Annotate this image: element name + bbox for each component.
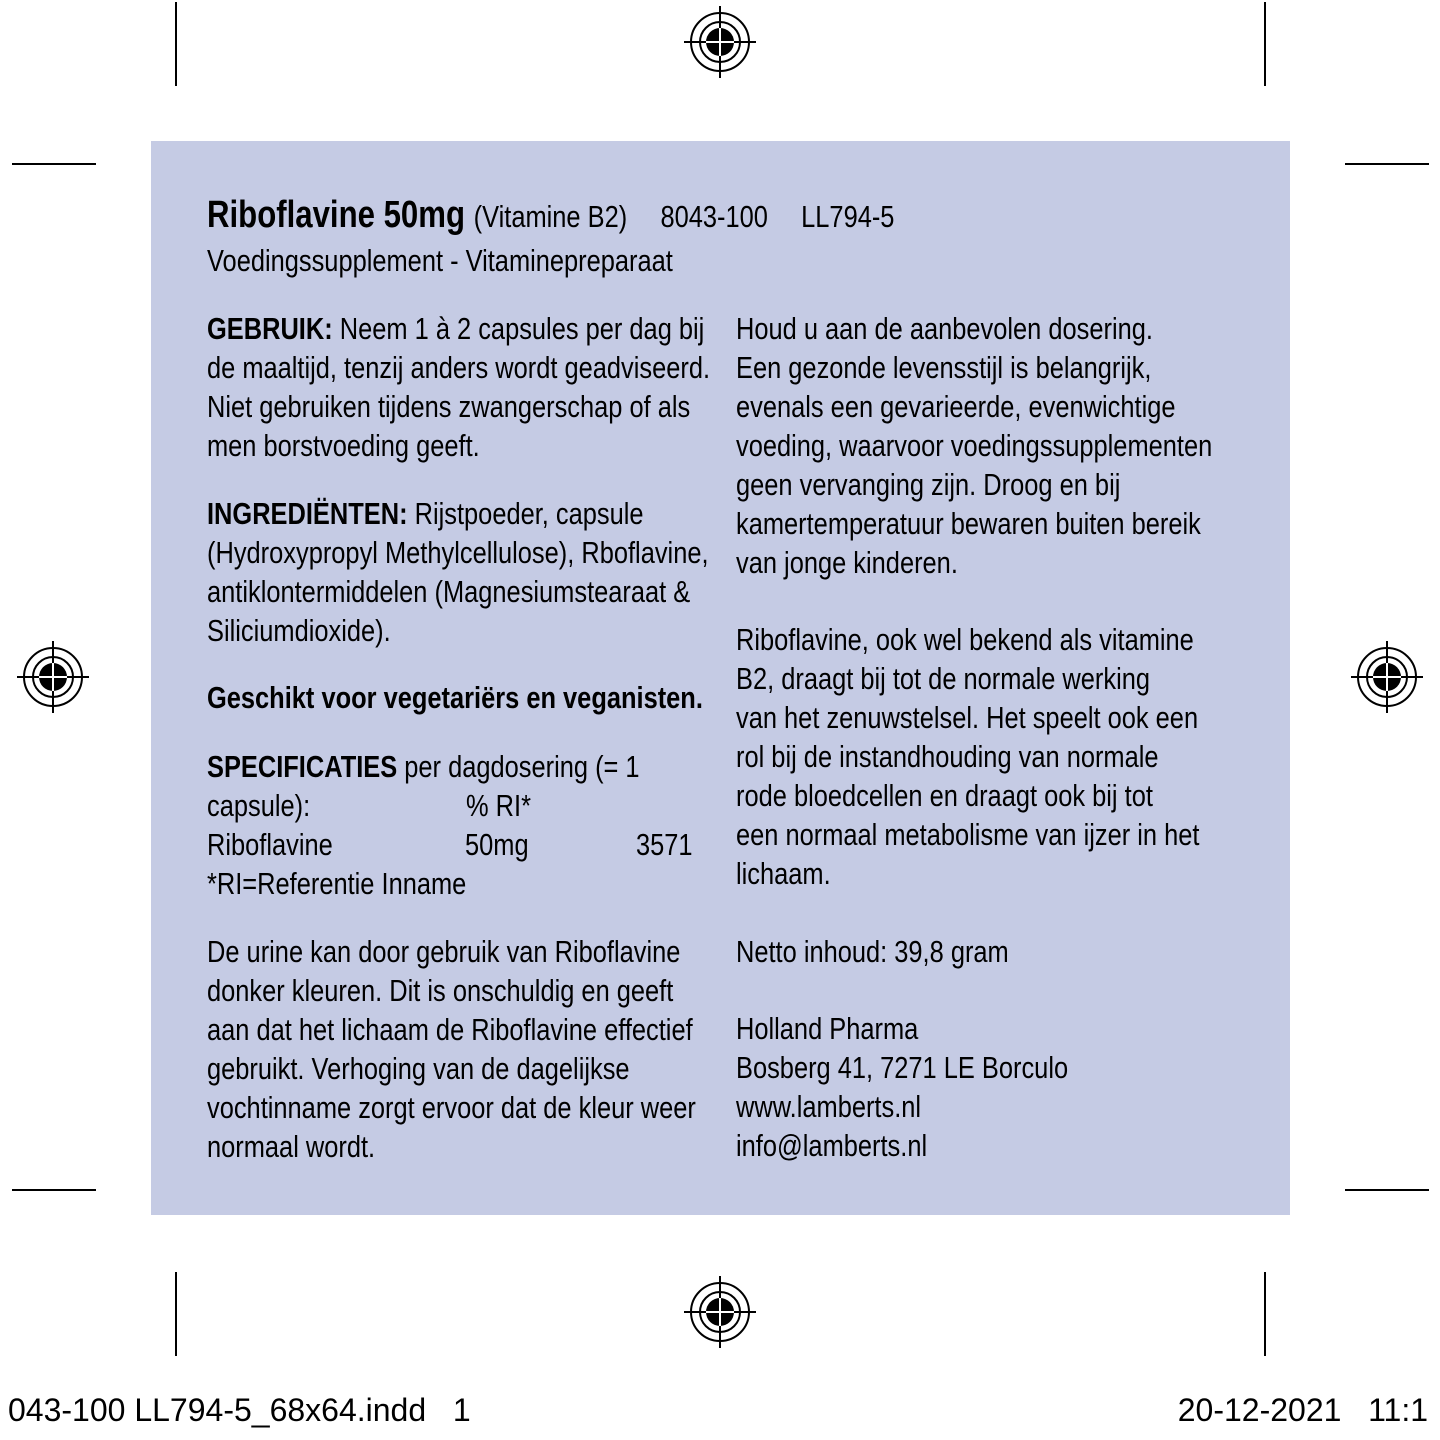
advice-section: Houd u aan de aanbevolen dosering. Een gezonde levensstijl is belangrijk, evenals een gevarieerde, evenwichtige voeding, waarvoor voedingssupplementen geen vervanging zijn. Droog en bij kamertemperatuur bewaren buiten bereik van jonge kinderen.	[736, 311, 1213, 580]
specifications-section: SPECIFICATIES per dagdosering (= 1 capsule): % RI* Riboflavine 50mg 3571 *RI=Referentie Inname	[207, 747, 707, 903]
product-code-2: LL794-5	[801, 199, 895, 234]
crop-mark-bottom-right	[1264, 1272, 1266, 1356]
specifications-heading: SPECIFICATIES	[207, 749, 398, 784]
usage-heading: GEBRUIK:	[207, 311, 333, 346]
vegan-note: Geschikt voor vegetariërs en veganisten.	[207, 680, 703, 715]
spec-data-row	[207, 825, 707, 864]
crop-mark-bottom-left	[175, 1272, 177, 1356]
usage-section: GEBRUIK: Neem 1 à 2 capsules per dag bij de maaltijd, tenzij anders wordt geadviseerd. Niet gebruiken tijdens zwangerschap of als men borstvoeding geeft.	[207, 311, 711, 463]
urine-note: De urine kan door gebruik van Riboflavine donker kleuren. Dit is onschuldig en geeft aan dat het lichaam de Riboflavine effectief gebruikt. Verhoging van de dagelijkse vochtinname zorgt ervoor dat de kleur weer normaal wordt.	[207, 934, 696, 1164]
product-name: Riboflavine 50mg	[207, 194, 466, 236]
company-info	[736, 1009, 1141, 1165]
crop-mark-right-top	[1345, 163, 1429, 165]
product-subname: (Vitamine B2)	[473, 199, 628, 234]
crop-mark-left-top	[12, 163, 96, 165]
product-label	[151, 141, 1290, 1215]
company-email: info@lamberts.nl	[736, 1128, 928, 1163]
net-content: Netto inhoud: 39,8 gram	[736, 934, 1009, 969]
product-title	[207, 193, 1045, 239]
ingredients-heading: INGREDIËNTEN:	[207, 496, 408, 531]
crop-mark-left-bottom	[12, 1189, 96, 1191]
crop-mark-top-right	[1264, 2, 1266, 86]
crop-mark-top-left	[175, 2, 177, 86]
company-name: Holland Pharma	[736, 1011, 919, 1046]
ingredients-section: INGREDIËNTEN: Rijstpoeder, capsule (Hydroxypropyl Methylcellulose), Rboflavine, antiklontermiddelen (Magnesiumstearaat & Siliciumdioxide).	[207, 496, 709, 648]
slug-filename: 043-100 LL794-5_68x64.indd 1	[8, 1392, 471, 1428]
company-address: Bosberg 41, 7271 LE Borculo	[736, 1050, 1069, 1085]
company-website: www.lamberts.nl	[736, 1089, 922, 1124]
registration-mark-top-icon	[684, 6, 756, 78]
registration-mark-bottom-icon	[684, 1276, 756, 1348]
slug-datetime: 20-12-2021 11:1	[1177, 1392, 1428, 1428]
registration-mark-right-icon	[1351, 641, 1423, 713]
product-code-1: 8043-100	[660, 199, 768, 234]
spec-footnote: *RI=Referentie Inname	[207, 866, 467, 901]
spec-amount: 50mg	[465, 827, 529, 862]
spec-ri-value: 3571	[636, 827, 693, 862]
product-subtitle: Voedingssupplement - Vitaminepreparaat	[207, 243, 673, 278]
health-claim-section: Riboflavine, ook wel bekend als vitamine B2, draagt bij tot de normale werking van het zenuwstelsel. Het speelt ook een rol bij de instandhouding van normale rode bloedcellen en draagt ook bij tot een normaal metabolisme van ijzer in het lichaam.	[736, 622, 1200, 891]
registration-mark-left-icon	[17, 641, 89, 713]
crop-mark-right-bottom	[1345, 1189, 1429, 1191]
spec-nutrient: Riboflavine	[207, 827, 333, 862]
ri-column-header: % RI*	[466, 788, 531, 823]
spec-header-row: capsule): % RI*	[207, 788, 531, 823]
